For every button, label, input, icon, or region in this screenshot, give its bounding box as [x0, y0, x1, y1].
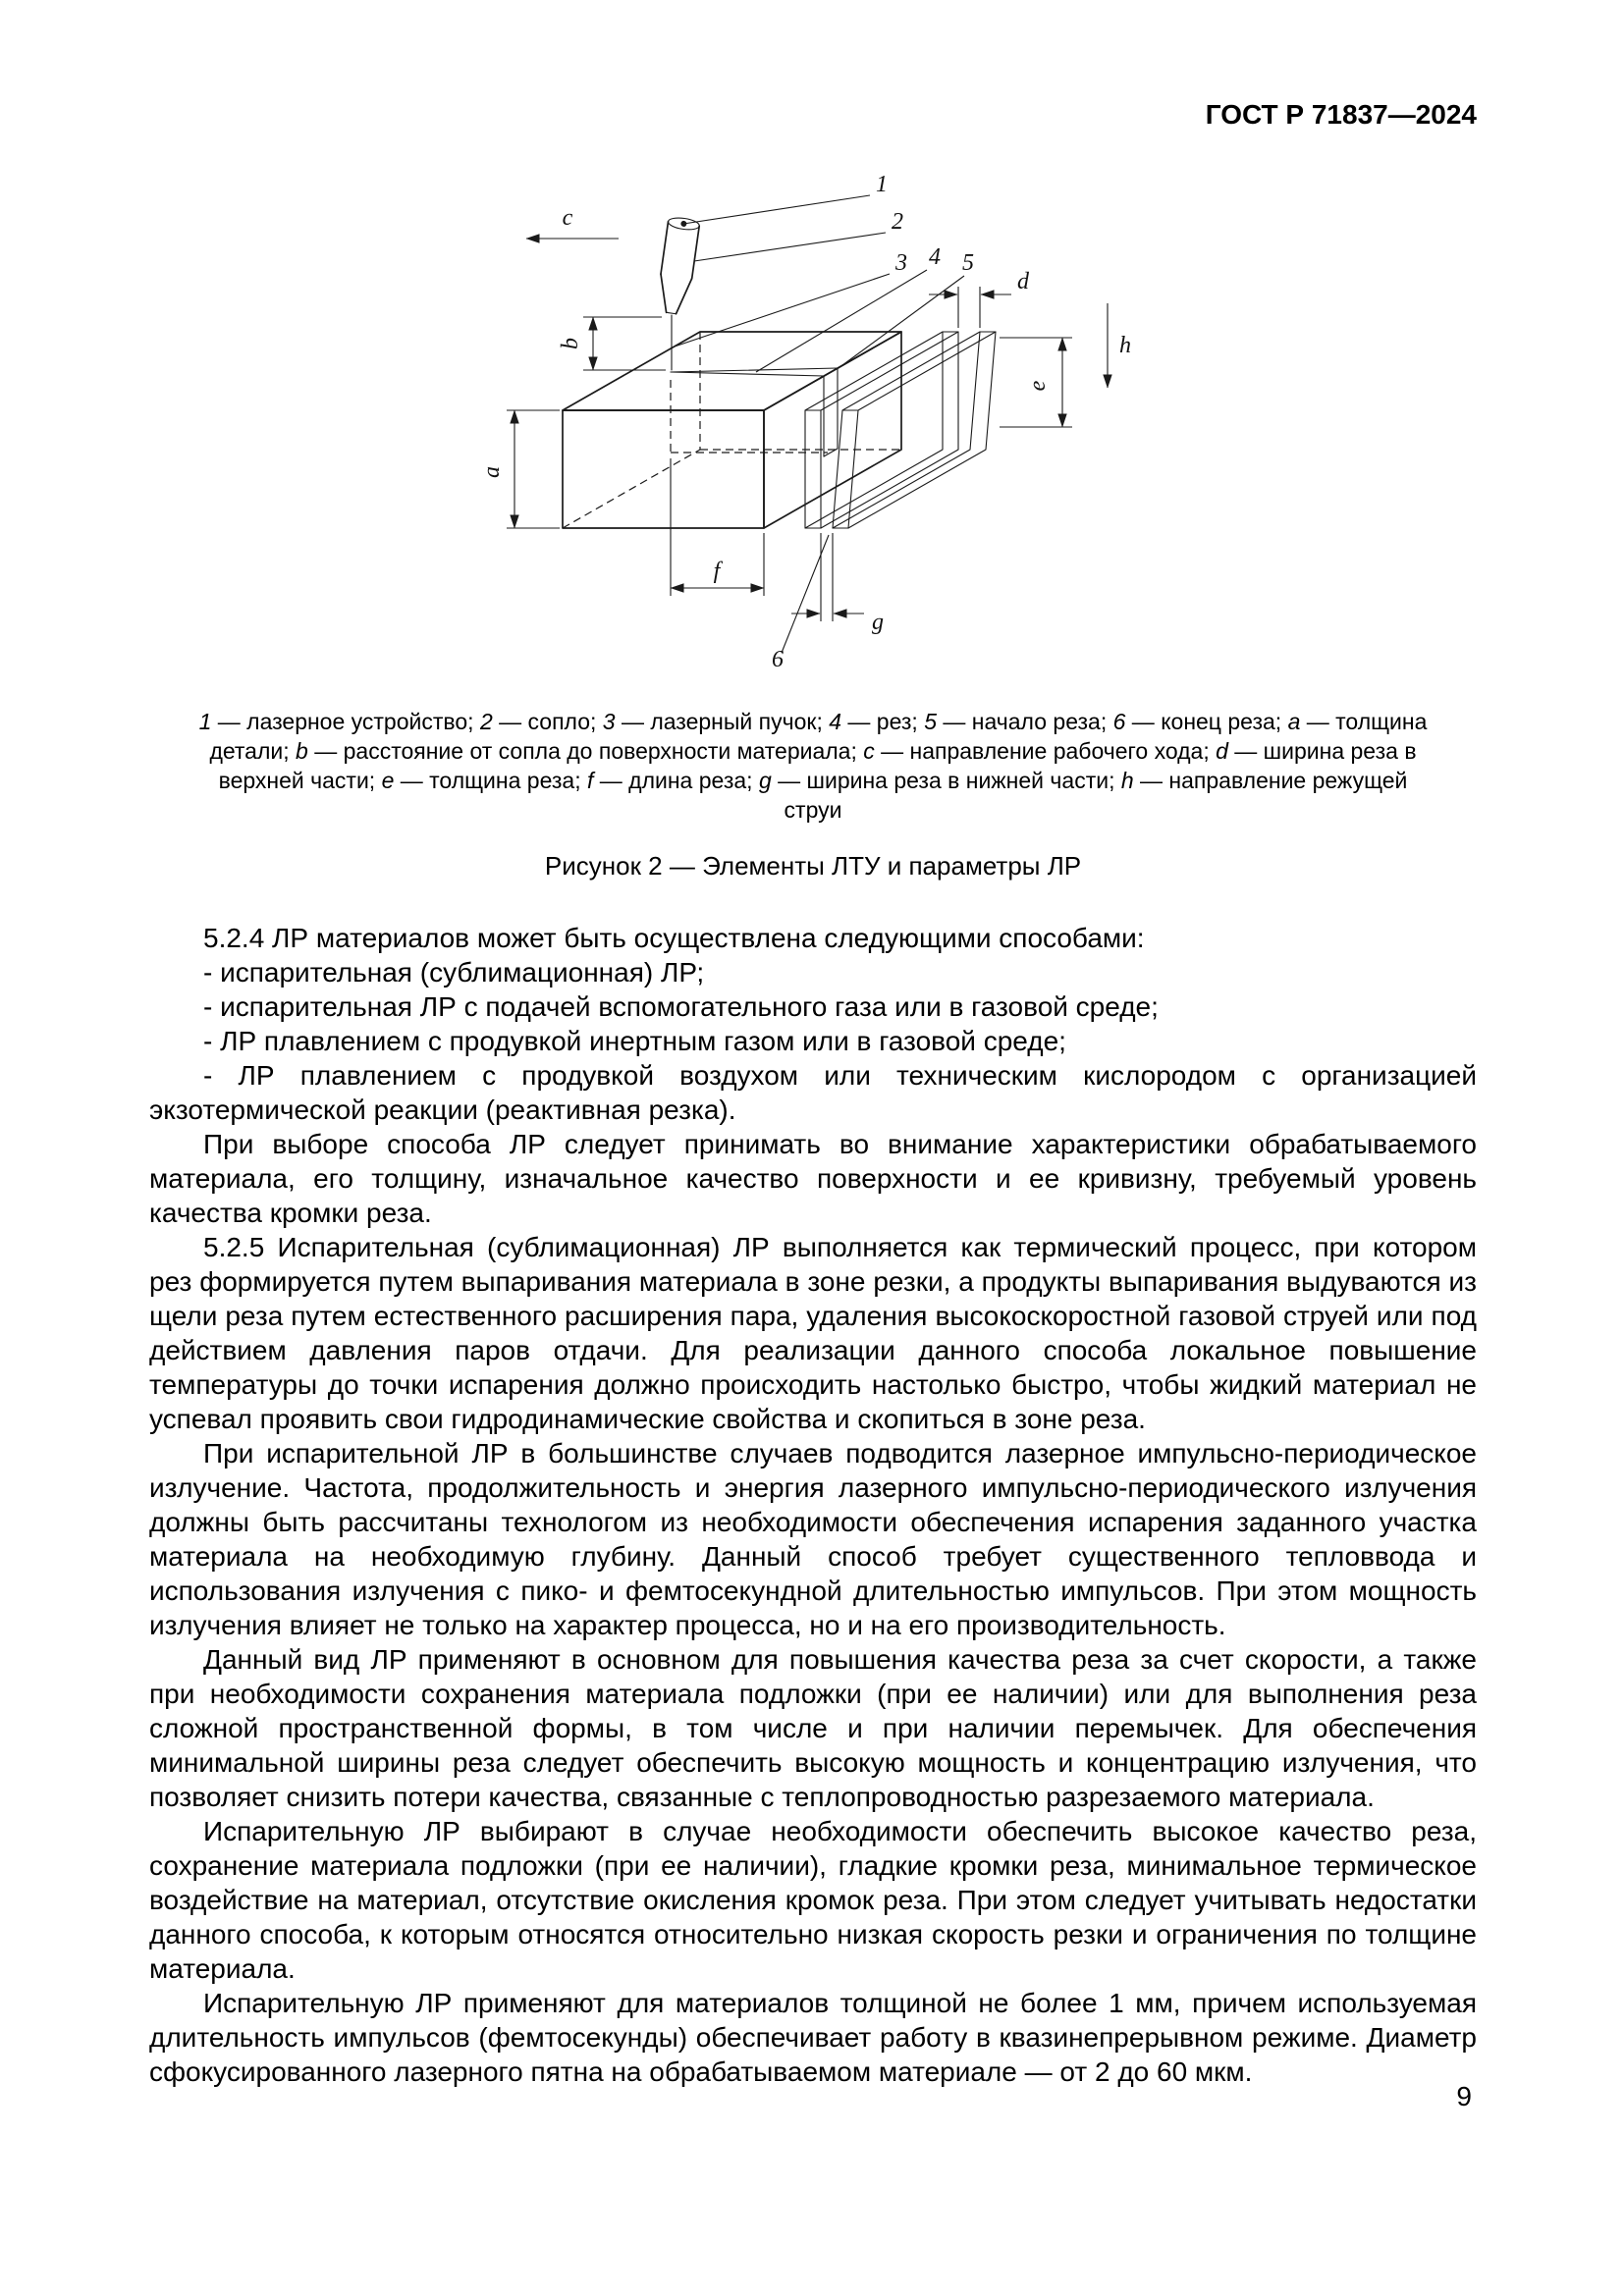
legend-item: c — направление рабочего хода;: [863, 738, 1217, 764]
paragraph-7: 5.2.5 Испарительная (сублимационная) ЛР выполняется как термический процесс, при котором рез формируется путем выпаривания материала в зоне резки, а продукты выпаривания выдуваются из щели реза путем естественного расширения пара, удаления высокоскоростной газовой струей или под действием давления паров отдачи. Для реализации данного способа локальное повышение температуры до точки испарения должно происходить настолько быстро, чтобы жидкий материал не успевал проявить свои гидродинамические свойства и скопиться в зоне реза.: [149, 1232, 1477, 1434]
label-6: 6: [772, 647, 784, 672]
label-e: e: [1025, 380, 1051, 392]
legend-item: 2 — сопло;: [479, 709, 603, 734]
label-2: 2: [892, 209, 903, 235]
laser-nozzle: [656, 216, 700, 315]
arrow-c: [526, 205, 619, 239]
paragraph-9: Данный вид ЛР применяют в основном для повышения качества реза за счет скорости, а также при необходимости сохранения материала подложки (при ее наличии) или для выполнения реза сложной пространственной формы, в том числе и при наличии перемычек. Для обеспечения минимальной ширины реза следует обеспечить высокую мощность и концентрацию излучения, что позволяет снизить потери качества, связанные с теплопроводностью разрезаемого материала.: [149, 1644, 1477, 1812]
cut-slice-left: [805, 332, 958, 528]
legend-item: 1 — лазерное устройство;: [198, 709, 480, 734]
dimension-d: [929, 269, 1030, 328]
label-g: g: [872, 610, 884, 635]
label-1: 1: [876, 172, 888, 197]
dimension-f: [671, 458, 764, 596]
legend-item: b — расстояние от сопла до поверхности материала;: [296, 738, 864, 764]
body-text: [149, 921, 1477, 2089]
legend-item: f — длина реза;: [587, 768, 759, 793]
label-h: h: [1119, 333, 1131, 358]
legend-item: a — толщина детали;: [209, 709, 1428, 764]
paragraph-2: - испарительная (сублимационная) ЛР;: [203, 957, 705, 988]
paragraph-4: - ЛР плавлением с продувкой инертным газом или в газовой среде;: [203, 1026, 1066, 1056]
figure-2-diagram: [469, 160, 1157, 690]
paragraph-8: При испарительной ЛР в большинстве случаев подводится лазерное импульсно-периодическое излучение. Частота, продолжительность и энергия лазерного импульсно-периодического излучения должны быть рассчитаны технологом из необходимости обеспечения испарения заданного участка материала на необходимую глубину. Данный способ требует существенного тепловвода и использования излучения с пико- и фемтосекундной длительностью импульсов. При этом мощность излучения влияет не только на характер процесса, но и на его производительность.: [149, 1438, 1477, 1640]
page-number: 9: [1456, 2081, 1472, 2111]
dimension-e: [1000, 338, 1072, 427]
label-b: b: [558, 338, 583, 349]
label-3: 3: [895, 250, 907, 276]
arrow-h: [1108, 303, 1131, 388]
standard-number-header: ГОСТ Р 71837—2024: [1205, 99, 1477, 130]
kerf-cut: [671, 368, 838, 456]
figure-caption: Рисунок 2 — Элементы ЛТУ и параметры ЛР: [544, 851, 1082, 881]
legend-item: h — направление режущей струи: [784, 768, 1408, 823]
dimension-a: [479, 410, 560, 528]
label-5: 5: [962, 250, 974, 276]
legend-item: 4 — рез;: [829, 709, 925, 734]
dimension-b: [558, 317, 666, 370]
legend-item: e — толщина реза;: [381, 768, 587, 793]
label-d: d: [1017, 269, 1029, 294]
label-4: 4: [929, 244, 941, 270]
label-f: f: [713, 559, 721, 584]
paragraph-1: 5.2.4 ЛР материалов может быть осуществлена следующими способами:: [203, 923, 1145, 953]
figure-legend: [189, 707, 1437, 825]
label-c: c: [562, 205, 573, 231]
legend-item: 3 — лазерный пучок;: [602, 709, 830, 734]
paragraph-3: - испарительная ЛР с подачей вспомогательного газа или в газовой среде;: [203, 991, 1159, 1022]
legend-item: 6 — конец реза;: [1112, 709, 1288, 734]
label-a: a: [479, 466, 505, 478]
dimension-g: [791, 533, 884, 635]
paragraph-11: Испарительную ЛР применяют для материалов толщиной не более 1 мм, причем используемая длительность импульсов (фемтосекунды) обеспечивает работу в квазинепрерывном режиме. Диаметр сфокусированного лазерного пятна на обрабатываемом материале — от 2 до 60 мкм.: [149, 1988, 1477, 2087]
legend-item: 5 — начало реза;: [924, 709, 1113, 734]
paragraph-10: Испарительную ЛР выбирают в случае необходимости обеспечить высокое качество реза, сохранение материала подложки (при ее наличии), гладкие кромки реза, минимальное термическое воздействие на материал, отсутствие окисления кромок реза. При этом следует учитывать недостатки данного способа, к которым относятся относительно низкая скорость резки и ограничения по толщине материала.: [149, 1816, 1477, 1984]
paragraph-6: При выборе способа ЛР следует принимать во внимание характеристики обрабатываемого материала, его толщину, изначальное качество поверхности и ее кривизну, требуемый уровень качества кромки реза.: [149, 1129, 1477, 1228]
legend-item: d — ширина реза в верхней части;: [218, 738, 1417, 793]
figure-2: [149, 160, 1477, 695]
legend-item: g — ширина реза в нижней части;: [758, 768, 1121, 793]
paragraph-5: - ЛР плавлением с продувкой воздухом или техническим кислородом с организацией экзотермической реакции (реактивная резка).: [149, 1060, 1477, 1125]
